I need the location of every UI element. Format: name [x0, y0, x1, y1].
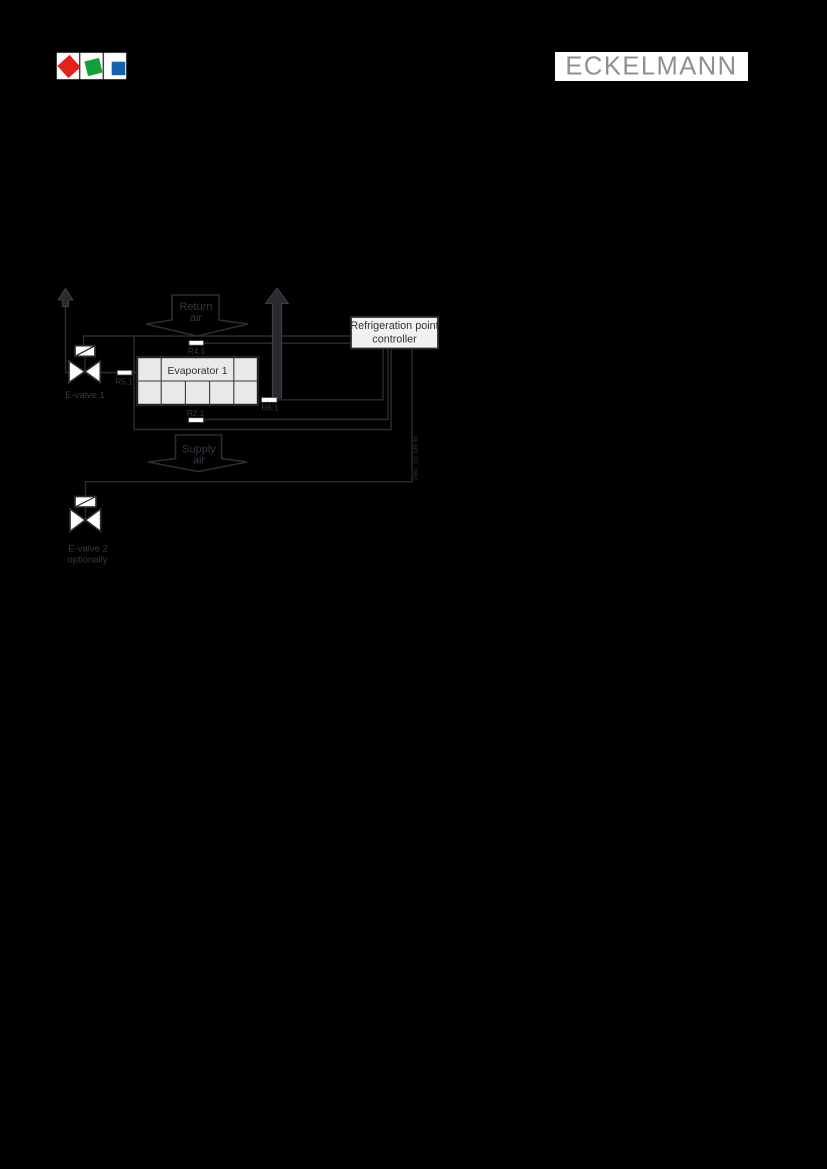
- sensor-r61-rect: [262, 398, 278, 403]
- sensor-r21-rect: [189, 418, 204, 423]
- e-valve-2: [67, 497, 107, 566]
- sensor-r61: [261, 398, 279, 413]
- sensor-r41: [188, 341, 206, 356]
- sensor-r41-label: R4.1: [187, 347, 206, 356]
- blue-square-icon: [112, 62, 126, 75]
- up-arrow-small-icon: [58, 289, 73, 307]
- supply-air-label-line2: air: [192, 454, 206, 467]
- evaporator-box: [137, 357, 258, 405]
- valve1-label: E-valve 1: [65, 390, 105, 401]
- return-air-label-line1: Return: [179, 301, 213, 313]
- elds-logo: [57, 53, 126, 79]
- sensor-r51-label: R5.1: [115, 377, 133, 387]
- valve2-right-triangle-icon: [85, 509, 100, 532]
- return-air-label-line2: air: [189, 312, 203, 324]
- return-air-arrow: [146, 295, 248, 336]
- valve2-left-triangle-icon: [70, 509, 85, 532]
- wire-controller-to-valve1-coil: [84, 336, 352, 346]
- supply-air-arrow: [148, 435, 247, 472]
- controller-label-line1: Refrigeration point: [350, 320, 439, 332]
- eckelmann-logo-text: ECKELMANN: [565, 52, 738, 81]
- sensor-r21-label: R2.1: [186, 409, 205, 418]
- sensor-r21: [187, 409, 205, 422]
- sensor-r41-rect: [189, 341, 204, 346]
- controller-box: [350, 317, 438, 349]
- supply-air-label-line1: Supply: [182, 443, 216, 456]
- sensor-r51: [115, 370, 133, 386]
- eckelmann-logo: [555, 52, 748, 81]
- e-valve-1: [65, 346, 105, 401]
- controller-label-line2: controller: [372, 333, 417, 346]
- evaporator-label: Evaporator 1: [167, 365, 228, 377]
- sensor-r51-rect: [117, 370, 132, 375]
- return-air-head: [146, 324, 248, 336]
- drawing-number: 2961_111 430 50: [413, 436, 420, 481]
- wire-r61: [278, 349, 383, 400]
- sensor-r61-label: R6.1: [261, 403, 279, 413]
- valve2-label-line1: E-valve 2: [68, 543, 108, 555]
- valve1-right-triangle-icon: [85, 361, 101, 383]
- valve1-left-triangle-icon: [69, 361, 85, 383]
- valve2-label-line2: optionally: [67, 554, 108, 566]
